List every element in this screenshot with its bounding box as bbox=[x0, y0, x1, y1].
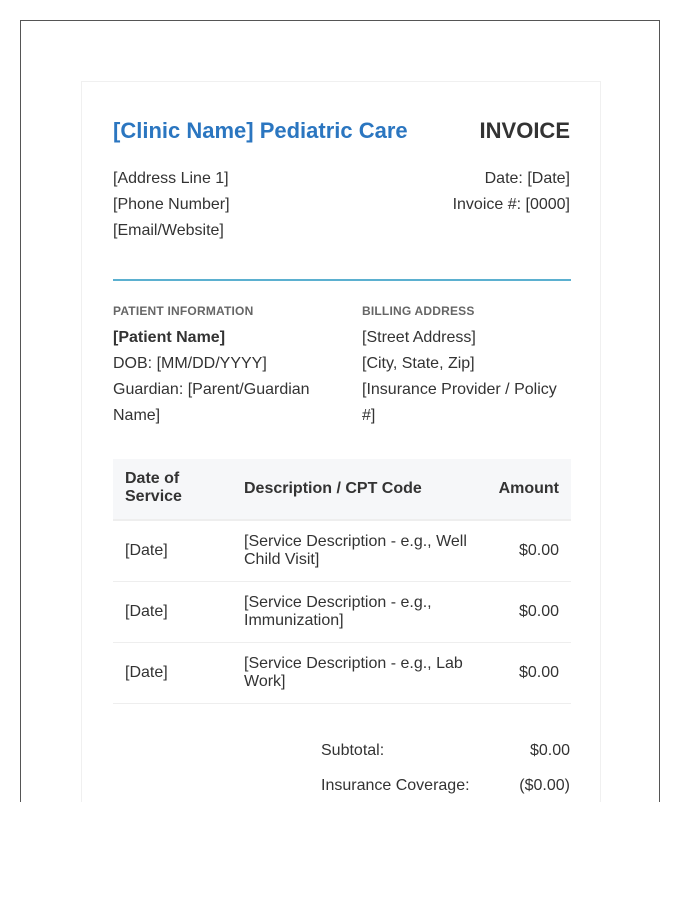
row-amount: $0.00 bbox=[518, 664, 559, 681]
header-description: Description / CPT Code bbox=[244, 480, 422, 497]
billing-street: [Street Address] bbox=[362, 329, 476, 346]
table-header bbox=[113, 459, 571, 521]
subtotal-value: $0.00 bbox=[529, 742, 570, 759]
clinic-phone: [Phone Number] bbox=[113, 196, 230, 213]
table-row bbox=[113, 521, 571, 582]
row-description: [Service Description - e.g., Well Child Visit] bbox=[244, 533, 467, 568]
billing-city: [City, State, Zip] bbox=[362, 355, 475, 372]
invoice-card bbox=[81, 81, 601, 802]
subtotal-label: Subtotal: bbox=[321, 742, 385, 759]
billing-address-label: BILLING ADDRESS bbox=[362, 304, 475, 318]
patient-dob: DOB: [MM/DD/YYYY] bbox=[113, 355, 267, 372]
insurance-coverage-value: ($0.00) bbox=[519, 777, 570, 794]
billing-insurance: [Insurance Provider / Policy #] bbox=[362, 381, 557, 424]
clinic-email: [Email/Website] bbox=[113, 222, 224, 239]
services-table bbox=[113, 459, 571, 704]
header-divider bbox=[113, 279, 571, 281]
clinic-name: [Clinic Name] Pediatric Care bbox=[113, 118, 408, 143]
clinic-address: [Address Line 1] bbox=[113, 170, 229, 187]
header-date-of-service: Date of Service bbox=[125, 470, 182, 505]
patient-guardian: Guardian: [Parent/Guardian Name] bbox=[113, 381, 310, 424]
invoice-number: Invoice #: [0000] bbox=[452, 196, 570, 213]
header-amount: Amount bbox=[498, 480, 559, 497]
row-date: [Date] bbox=[125, 603, 168, 620]
row-date: [Date] bbox=[125, 542, 168, 559]
row-amount: $0.00 bbox=[518, 542, 559, 559]
row-description: [Service Description - e.g., Immunization] bbox=[244, 594, 432, 629]
row-date: [Date] bbox=[125, 664, 168, 681]
patient-info bbox=[113, 325, 328, 429]
table-row bbox=[113, 643, 571, 704]
invoice-title: INVOICE bbox=[479, 118, 570, 143]
invoice-date: Date: [Date] bbox=[484, 170, 570, 187]
row-amount: $0.00 bbox=[518, 603, 559, 620]
row-description: [Service Description - e.g., Lab Work] bbox=[244, 655, 463, 690]
patient-name: [Patient Name] bbox=[113, 329, 226, 346]
document-frame bbox=[20, 20, 660, 802]
insurance-coverage-label: Insurance Coverage: bbox=[321, 777, 470, 794]
patient-info-label: PATIENT INFORMATION bbox=[113, 304, 254, 318]
billing-info bbox=[362, 325, 572, 429]
table-row bbox=[113, 582, 571, 643]
